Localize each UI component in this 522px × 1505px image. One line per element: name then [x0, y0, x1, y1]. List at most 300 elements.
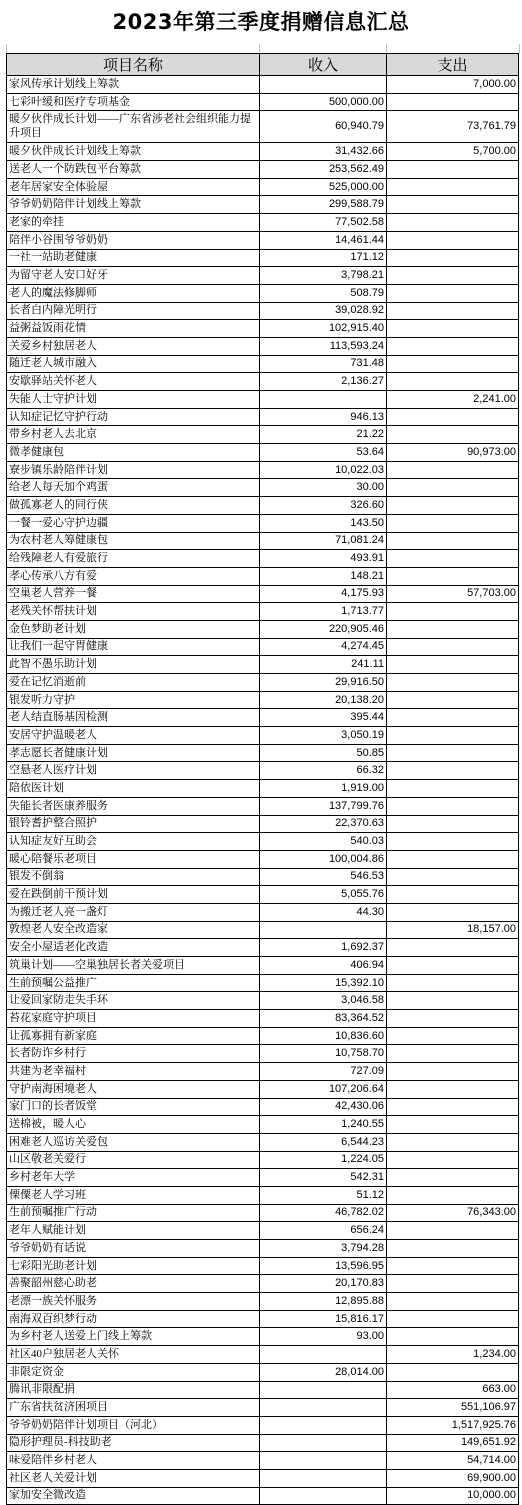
income-cell: 500,000.00 — [260, 93, 387, 111]
income-cell: 39,028.92 — [260, 302, 387, 320]
project-name-cell: 爱在记忆消逝前 — [7, 674, 260, 692]
project-name-cell: 银铃耆护整合照护 — [7, 815, 260, 833]
table-row — [7, 957, 519, 975]
expense-cell: 2,241.00 — [387, 391, 519, 409]
expense-cell — [387, 550, 519, 568]
expense-cell: 1,234.00 — [387, 1346, 519, 1364]
project-name-cell: 安歇驿站关怀老人 — [7, 373, 260, 391]
income-cell: 14,461.44 — [260, 231, 387, 249]
project-name-cell: 老残关怀帮扶计划 — [7, 603, 260, 621]
project-name-cell: 味爱陪伴乡村老人 — [7, 1452, 260, 1470]
expense-cell — [387, 93, 519, 111]
income-cell: 493.91 — [260, 550, 387, 568]
project-name-cell: 此智不愚乐助计划 — [7, 656, 260, 674]
table-row — [7, 603, 519, 621]
expense-cell — [387, 1222, 519, 1240]
project-name-cell: 非限定资金 — [7, 1363, 260, 1381]
table-row — [7, 302, 519, 320]
expense-cell — [387, 939, 519, 957]
project-name-cell: 守护南海困境老人 — [7, 1080, 260, 1098]
income-cell: 30.00 — [260, 479, 387, 497]
expense-cell: 10,000.00 — [387, 1487, 519, 1505]
table-row — [7, 656, 519, 674]
expense-cell: 76,343.00 — [387, 1204, 519, 1222]
expense-cell — [387, 886, 519, 904]
expense-cell — [387, 974, 519, 992]
project-name-cell: 苔花家庭守护项目 — [7, 1010, 260, 1028]
expense-cell — [387, 797, 519, 815]
income-cell: 77,502.58 — [260, 214, 387, 232]
table-row — [7, 461, 519, 479]
income-cell — [260, 76, 387, 94]
income-cell: 2,136.27 — [260, 373, 387, 391]
project-name-cell: 乡村老年大学 — [7, 1169, 260, 1187]
project-name-cell: 山区敬老关爱行 — [7, 1151, 260, 1169]
expense-cell — [387, 992, 519, 1010]
expense-cell — [387, 1240, 519, 1258]
expense-cell: 90,973.00 — [387, 444, 519, 462]
project-name-cell: 筑巢计划——空巢独居长者关爱项目 — [7, 957, 260, 975]
income-cell: 253,562.49 — [260, 161, 387, 179]
project-name-cell: 做孤寡老人的同行侠 — [7, 497, 260, 515]
table-row — [7, 1293, 519, 1311]
table-row — [7, 1381, 519, 1399]
income-cell: 42,430.06 — [260, 1098, 387, 1116]
table-row — [7, 992, 519, 1010]
project-name-cell: 家风传承计划线上筹款 — [7, 76, 260, 94]
table-row — [7, 1133, 519, 1151]
table-row — [7, 1346, 519, 1364]
table-row — [7, 514, 519, 532]
expense-cell: 663.00 — [387, 1381, 519, 1399]
income-cell: 299,588.79 — [260, 196, 387, 214]
expense-cell — [387, 691, 519, 709]
project-name-cell: 寮步镇乐龄陪伴计划 — [7, 461, 260, 479]
project-name-cell: 送棉被，暖人心 — [7, 1116, 260, 1134]
income-cell: 15,816.17 — [260, 1310, 387, 1328]
project-name-cell: 一社一站助老健康 — [7, 249, 260, 267]
income-cell: 10,836.60 — [260, 1027, 387, 1045]
table-row — [7, 426, 519, 444]
income-cell — [260, 1381, 387, 1399]
table-row — [7, 1080, 519, 1098]
expense-cell — [387, 408, 519, 426]
table-row — [7, 1310, 519, 1328]
expense-cell — [387, 620, 519, 638]
income-cell: 546.53 — [260, 868, 387, 886]
income-cell: 542.31 — [260, 1169, 387, 1187]
table-row — [7, 1363, 519, 1381]
table-row — [7, 1416, 519, 1434]
expense-cell — [387, 1151, 519, 1169]
income-cell: 731.48 — [260, 355, 387, 373]
project-name-cell: 生前预嘱推广行动 — [7, 1204, 260, 1222]
expense-cell: 54,714.00 — [387, 1452, 519, 1470]
project-name-cell: 敦煌老人安全改造家 — [7, 921, 260, 939]
income-cell: 4,274.45 — [260, 638, 387, 656]
project-name-cell: 隐形护理员-科技助老 — [7, 1434, 260, 1452]
expense-cell — [387, 1045, 519, 1063]
project-name-cell: 暖夕伙伴成长计划——广东省涉老社会组织能力提升项目 — [7, 111, 260, 143]
expense-cell — [387, 1010, 519, 1028]
income-cell — [260, 1487, 387, 1505]
income-cell: 3,050.19 — [260, 727, 387, 745]
table-row — [7, 762, 519, 780]
table-row — [7, 1045, 519, 1063]
project-name-cell: 让孤寡拥有新家庭 — [7, 1027, 260, 1045]
table-row — [7, 833, 519, 851]
expense-cell: 551,106.97 — [387, 1399, 519, 1417]
income-cell: 4,175.93 — [260, 585, 387, 603]
table-row — [7, 373, 519, 391]
income-cell — [260, 391, 387, 409]
income-cell: 1,224.05 — [260, 1151, 387, 1169]
expense-cell — [387, 514, 519, 532]
expense-cell: 1,517,925.76 — [387, 1416, 519, 1434]
project-name-cell: 银发听力守护 — [7, 691, 260, 709]
project-name-cell: 爱在跌倒前干预计划 — [7, 886, 260, 904]
table-row — [7, 744, 519, 762]
expense-cell — [387, 603, 519, 621]
income-cell: 406.94 — [260, 957, 387, 975]
project-name-cell: 七彩阳光助老计划 — [7, 1257, 260, 1275]
table-row — [7, 444, 519, 462]
table-row — [7, 868, 519, 886]
table-row — [7, 320, 519, 338]
header-expense: 支出 — [387, 54, 519, 76]
table-row — [7, 1010, 519, 1028]
income-cell: 3,046.58 — [260, 992, 387, 1010]
project-name-cell: 生前预嘱公益推广 — [7, 974, 260, 992]
table-row — [7, 921, 519, 939]
project-name-cell: 认知症记忆守护行动 — [7, 408, 260, 426]
income-cell: 3,798.21 — [260, 267, 387, 285]
project-name-cell: 银发不倒翁 — [7, 868, 260, 886]
table-row — [7, 1116, 519, 1134]
income-cell: 100,004.86 — [260, 850, 387, 868]
table-row — [7, 532, 519, 550]
expense-cell — [387, 497, 519, 515]
income-cell: 83,364.52 — [260, 1010, 387, 1028]
expense-cell — [387, 638, 519, 656]
table-row — [7, 638, 519, 656]
expense-cell — [387, 815, 519, 833]
table-row — [7, 111, 519, 143]
income-cell: 220,905.46 — [260, 620, 387, 638]
income-cell: 93.00 — [260, 1328, 387, 1346]
expense-cell — [387, 1275, 519, 1293]
expense-cell — [387, 780, 519, 798]
expense-cell: 5,700.00 — [387, 143, 519, 161]
expense-cell — [387, 1116, 519, 1134]
table-row — [7, 974, 519, 992]
income-cell — [260, 1452, 387, 1470]
expense-cell — [387, 1363, 519, 1381]
project-name-cell: 暖夕伙伴成长计划线上筹款 — [7, 143, 260, 161]
project-name-cell: 为留守老人安口好牙 — [7, 267, 260, 285]
income-cell: 22,370.63 — [260, 815, 387, 833]
income-cell: 10,022.03 — [260, 461, 387, 479]
project-name-cell: 暖心陪餐乐老项目 — [7, 850, 260, 868]
project-name-cell: 益粥益饭雨花情 — [7, 320, 260, 338]
income-cell: 71,081.24 — [260, 532, 387, 550]
expense-cell — [387, 656, 519, 674]
project-name-cell: 金色梦助老计划 — [7, 620, 260, 638]
spacer-row — [6, 44, 520, 53]
project-name-cell: 社区40户独居老人关怀 — [7, 1346, 260, 1364]
expense-cell — [387, 1098, 519, 1116]
table-row — [7, 249, 519, 267]
table-row — [7, 1257, 519, 1275]
table-row — [7, 355, 519, 373]
income-cell: 20,170.83 — [260, 1275, 387, 1293]
table-row — [7, 196, 519, 214]
table-row — [7, 1204, 519, 1222]
expense-cell: 149,651.92 — [387, 1434, 519, 1452]
table-row — [7, 585, 519, 603]
table-row — [7, 143, 519, 161]
header-row — [7, 54, 519, 76]
table-row — [7, 1027, 519, 1045]
expense-cell — [387, 355, 519, 373]
table-row — [7, 1063, 519, 1081]
project-name-cell: 老家的牵挂 — [7, 214, 260, 232]
project-name-cell: 空巢老人营养一餐 — [7, 585, 260, 603]
table-row — [7, 1434, 519, 1452]
project-name-cell: 善聚韶州慈心助老 — [7, 1275, 260, 1293]
table-row — [7, 214, 519, 232]
table-row — [7, 886, 519, 904]
project-name-cell: 给残障老人有爱旅行 — [7, 550, 260, 568]
table-row — [7, 620, 519, 638]
project-name-cell: 老人的魔法修脚师 — [7, 284, 260, 302]
table-row — [7, 178, 519, 196]
table-row — [7, 1151, 519, 1169]
project-name-cell: 随迁老人城市融入 — [7, 355, 260, 373]
income-cell: 1,713.77 — [260, 603, 387, 621]
expense-cell — [387, 674, 519, 692]
project-name-cell: 陪依医计划 — [7, 780, 260, 798]
project-name-cell: 共建为老幸福村 — [7, 1063, 260, 1081]
income-cell — [260, 921, 387, 939]
project-name-cell: 让爱回家防走失手环 — [7, 992, 260, 1010]
income-cell: 241.11 — [260, 656, 387, 674]
income-cell: 13,596.95 — [260, 1257, 387, 1275]
income-cell: 20,138.20 — [260, 691, 387, 709]
project-name-cell: 困难老人巡访关爱包 — [7, 1133, 260, 1151]
expense-cell — [387, 161, 519, 179]
income-cell: 6,544.23 — [260, 1133, 387, 1151]
expense-cell — [387, 850, 519, 868]
table-row — [7, 691, 519, 709]
income-cell: 1,919.00 — [260, 780, 387, 798]
expense-cell — [387, 461, 519, 479]
project-name-cell: 广东省扶贫济困项目 — [7, 1399, 260, 1417]
table-row — [7, 1169, 519, 1187]
table-row — [7, 93, 519, 111]
table-row — [7, 815, 519, 833]
income-cell: 46,782.02 — [260, 1204, 387, 1222]
table-row — [7, 1186, 519, 1204]
project-name-cell: 送老人一个防跌包平台筹款 — [7, 161, 260, 179]
expense-cell — [387, 214, 519, 232]
expense-cell — [387, 833, 519, 851]
table-row — [7, 850, 519, 868]
income-cell: 5,055.76 — [260, 886, 387, 904]
expense-cell — [387, 709, 519, 727]
project-name-cell: 微孝健康包 — [7, 444, 260, 462]
expense-cell — [387, 479, 519, 497]
expense-cell — [387, 249, 519, 267]
income-cell: 326.60 — [260, 497, 387, 515]
header-income: 收入 — [260, 54, 387, 76]
expense-cell — [387, 532, 519, 550]
project-name-cell: 南海双百织梦行动 — [7, 1310, 260, 1328]
table-row — [7, 674, 519, 692]
expense-cell — [387, 231, 519, 249]
project-name-cell: 爷爷奶奶陪伴计划项目（河北） — [7, 1416, 260, 1434]
table-row — [7, 161, 519, 179]
income-cell: 1,692.37 — [260, 939, 387, 957]
expense-cell — [387, 1310, 519, 1328]
income-cell: 44.30 — [260, 903, 387, 921]
expense-cell — [387, 1063, 519, 1081]
expense-cell — [387, 868, 519, 886]
project-name-cell: 陪伴小谷围爷爷奶奶 — [7, 231, 260, 249]
income-cell — [260, 1416, 387, 1434]
expense-cell — [387, 567, 519, 585]
income-cell: 31,432.66 — [260, 143, 387, 161]
expense-cell — [387, 744, 519, 762]
income-cell — [260, 1469, 387, 1487]
expense-cell — [387, 727, 519, 745]
table-row — [7, 709, 519, 727]
project-name-cell: 关爱乡村独居老人 — [7, 337, 260, 355]
income-cell — [260, 1399, 387, 1417]
income-cell: 656.24 — [260, 1222, 387, 1240]
expense-cell — [387, 373, 519, 391]
income-cell: 508.79 — [260, 284, 387, 302]
expense-cell — [387, 1186, 519, 1204]
table-row — [7, 1328, 519, 1346]
expense-cell — [387, 337, 519, 355]
table-row — [7, 391, 519, 409]
table-row — [7, 1222, 519, 1240]
income-cell: 395.44 — [260, 709, 387, 727]
table-row — [7, 567, 519, 585]
income-cell: 29,916.50 — [260, 674, 387, 692]
project-name-cell: 老人结直肠基因检测 — [7, 709, 260, 727]
table-row — [7, 231, 519, 249]
expense-cell — [387, 1293, 519, 1311]
expense-cell — [387, 957, 519, 975]
expense-cell — [387, 196, 519, 214]
table-row — [7, 497, 519, 515]
project-name-cell: 孝心传承八方有爱 — [7, 567, 260, 585]
income-cell — [260, 1434, 387, 1452]
income-cell: 50.85 — [260, 744, 387, 762]
expense-cell — [387, 426, 519, 444]
project-name-cell: 傈僳老人学习班 — [7, 1186, 260, 1204]
table-row — [7, 76, 519, 94]
income-cell: 3,794.28 — [260, 1240, 387, 1258]
table-row — [7, 1487, 519, 1505]
table-row — [7, 780, 519, 798]
header-project-name: 项目名称 — [7, 54, 260, 76]
project-name-cell: 空悬老人医疗计划 — [7, 762, 260, 780]
project-name-cell: 一餐一爱心守护边疆 — [7, 514, 260, 532]
table-row — [7, 550, 519, 568]
project-name-cell: 老年居家安全体验屋 — [7, 178, 260, 196]
table-row — [7, 1399, 519, 1417]
income-cell: 60,940.79 — [260, 111, 387, 143]
income-cell: 137,799.76 — [260, 797, 387, 815]
expense-cell: 7,000.00 — [387, 76, 519, 94]
project-name-cell: 孝志愿长者健康计划 — [7, 744, 260, 762]
income-cell: 53.64 — [260, 444, 387, 462]
expense-cell: 57,703.00 — [387, 585, 519, 603]
expense-cell — [387, 1133, 519, 1151]
project-name-cell: 带乡村老人去北京 — [7, 426, 260, 444]
income-cell: 15,392.10 — [260, 974, 387, 992]
table-row — [7, 1098, 519, 1116]
project-name-cell: 长者防诈乡村行 — [7, 1045, 260, 1063]
table-row — [7, 1275, 519, 1293]
table-row — [7, 479, 519, 497]
page-title: 2023年第三季度捐赠信息汇总 — [112, 10, 410, 34]
income-cell: 12,895.88 — [260, 1293, 387, 1311]
income-cell: 113,593.24 — [260, 337, 387, 355]
expense-cell — [387, 903, 519, 921]
income-cell: 51.12 — [260, 1186, 387, 1204]
project-name-cell: 爷爷奶奶陪伴计划线上筹款 — [7, 196, 260, 214]
expense-cell — [387, 762, 519, 780]
expense-cell — [387, 284, 519, 302]
project-name-cell: 老漂一族关怀服务 — [7, 1293, 260, 1311]
income-cell: 107,206.64 — [260, 1080, 387, 1098]
project-name-cell: 为农村老人筹健康包 — [7, 532, 260, 550]
expense-cell — [387, 267, 519, 285]
income-cell: 66.32 — [260, 762, 387, 780]
project-name-cell: 腾讯非限配捐 — [7, 1381, 260, 1399]
project-name-cell: 长者白内障光明行 — [7, 302, 260, 320]
income-cell: 540.03 — [260, 833, 387, 851]
project-name-cell: 家加安全微改造 — [7, 1487, 260, 1505]
income-cell: 10,758.70 — [260, 1045, 387, 1063]
project-name-cell: 为搬迁老人亮一盏灯 — [7, 903, 260, 921]
project-name-cell: 给老人每天加个鸡蛋 — [7, 479, 260, 497]
income-cell: 21.22 — [260, 426, 387, 444]
expense-cell — [387, 1328, 519, 1346]
donation-table — [6, 53, 519, 1505]
expense-cell — [387, 1257, 519, 1275]
income-cell: 171.12 — [260, 249, 387, 267]
income-cell: 148.21 — [260, 567, 387, 585]
income-cell — [260, 1346, 387, 1364]
table-row — [7, 1452, 519, 1470]
table-row — [7, 939, 519, 957]
income-cell: 28,014.00 — [260, 1363, 387, 1381]
table-row — [7, 903, 519, 921]
expense-cell: 18,157.00 — [387, 921, 519, 939]
expense-cell: 69,900.00 — [387, 1469, 519, 1487]
expense-cell: 73,761.79 — [387, 111, 519, 143]
expense-cell — [387, 1027, 519, 1045]
project-name-cell: 让我们一起守胃健康 — [7, 638, 260, 656]
table-row — [7, 1469, 519, 1487]
project-name-cell: 社区老人关爱计划 — [7, 1469, 260, 1487]
income-cell: 1,240.55 — [260, 1116, 387, 1134]
